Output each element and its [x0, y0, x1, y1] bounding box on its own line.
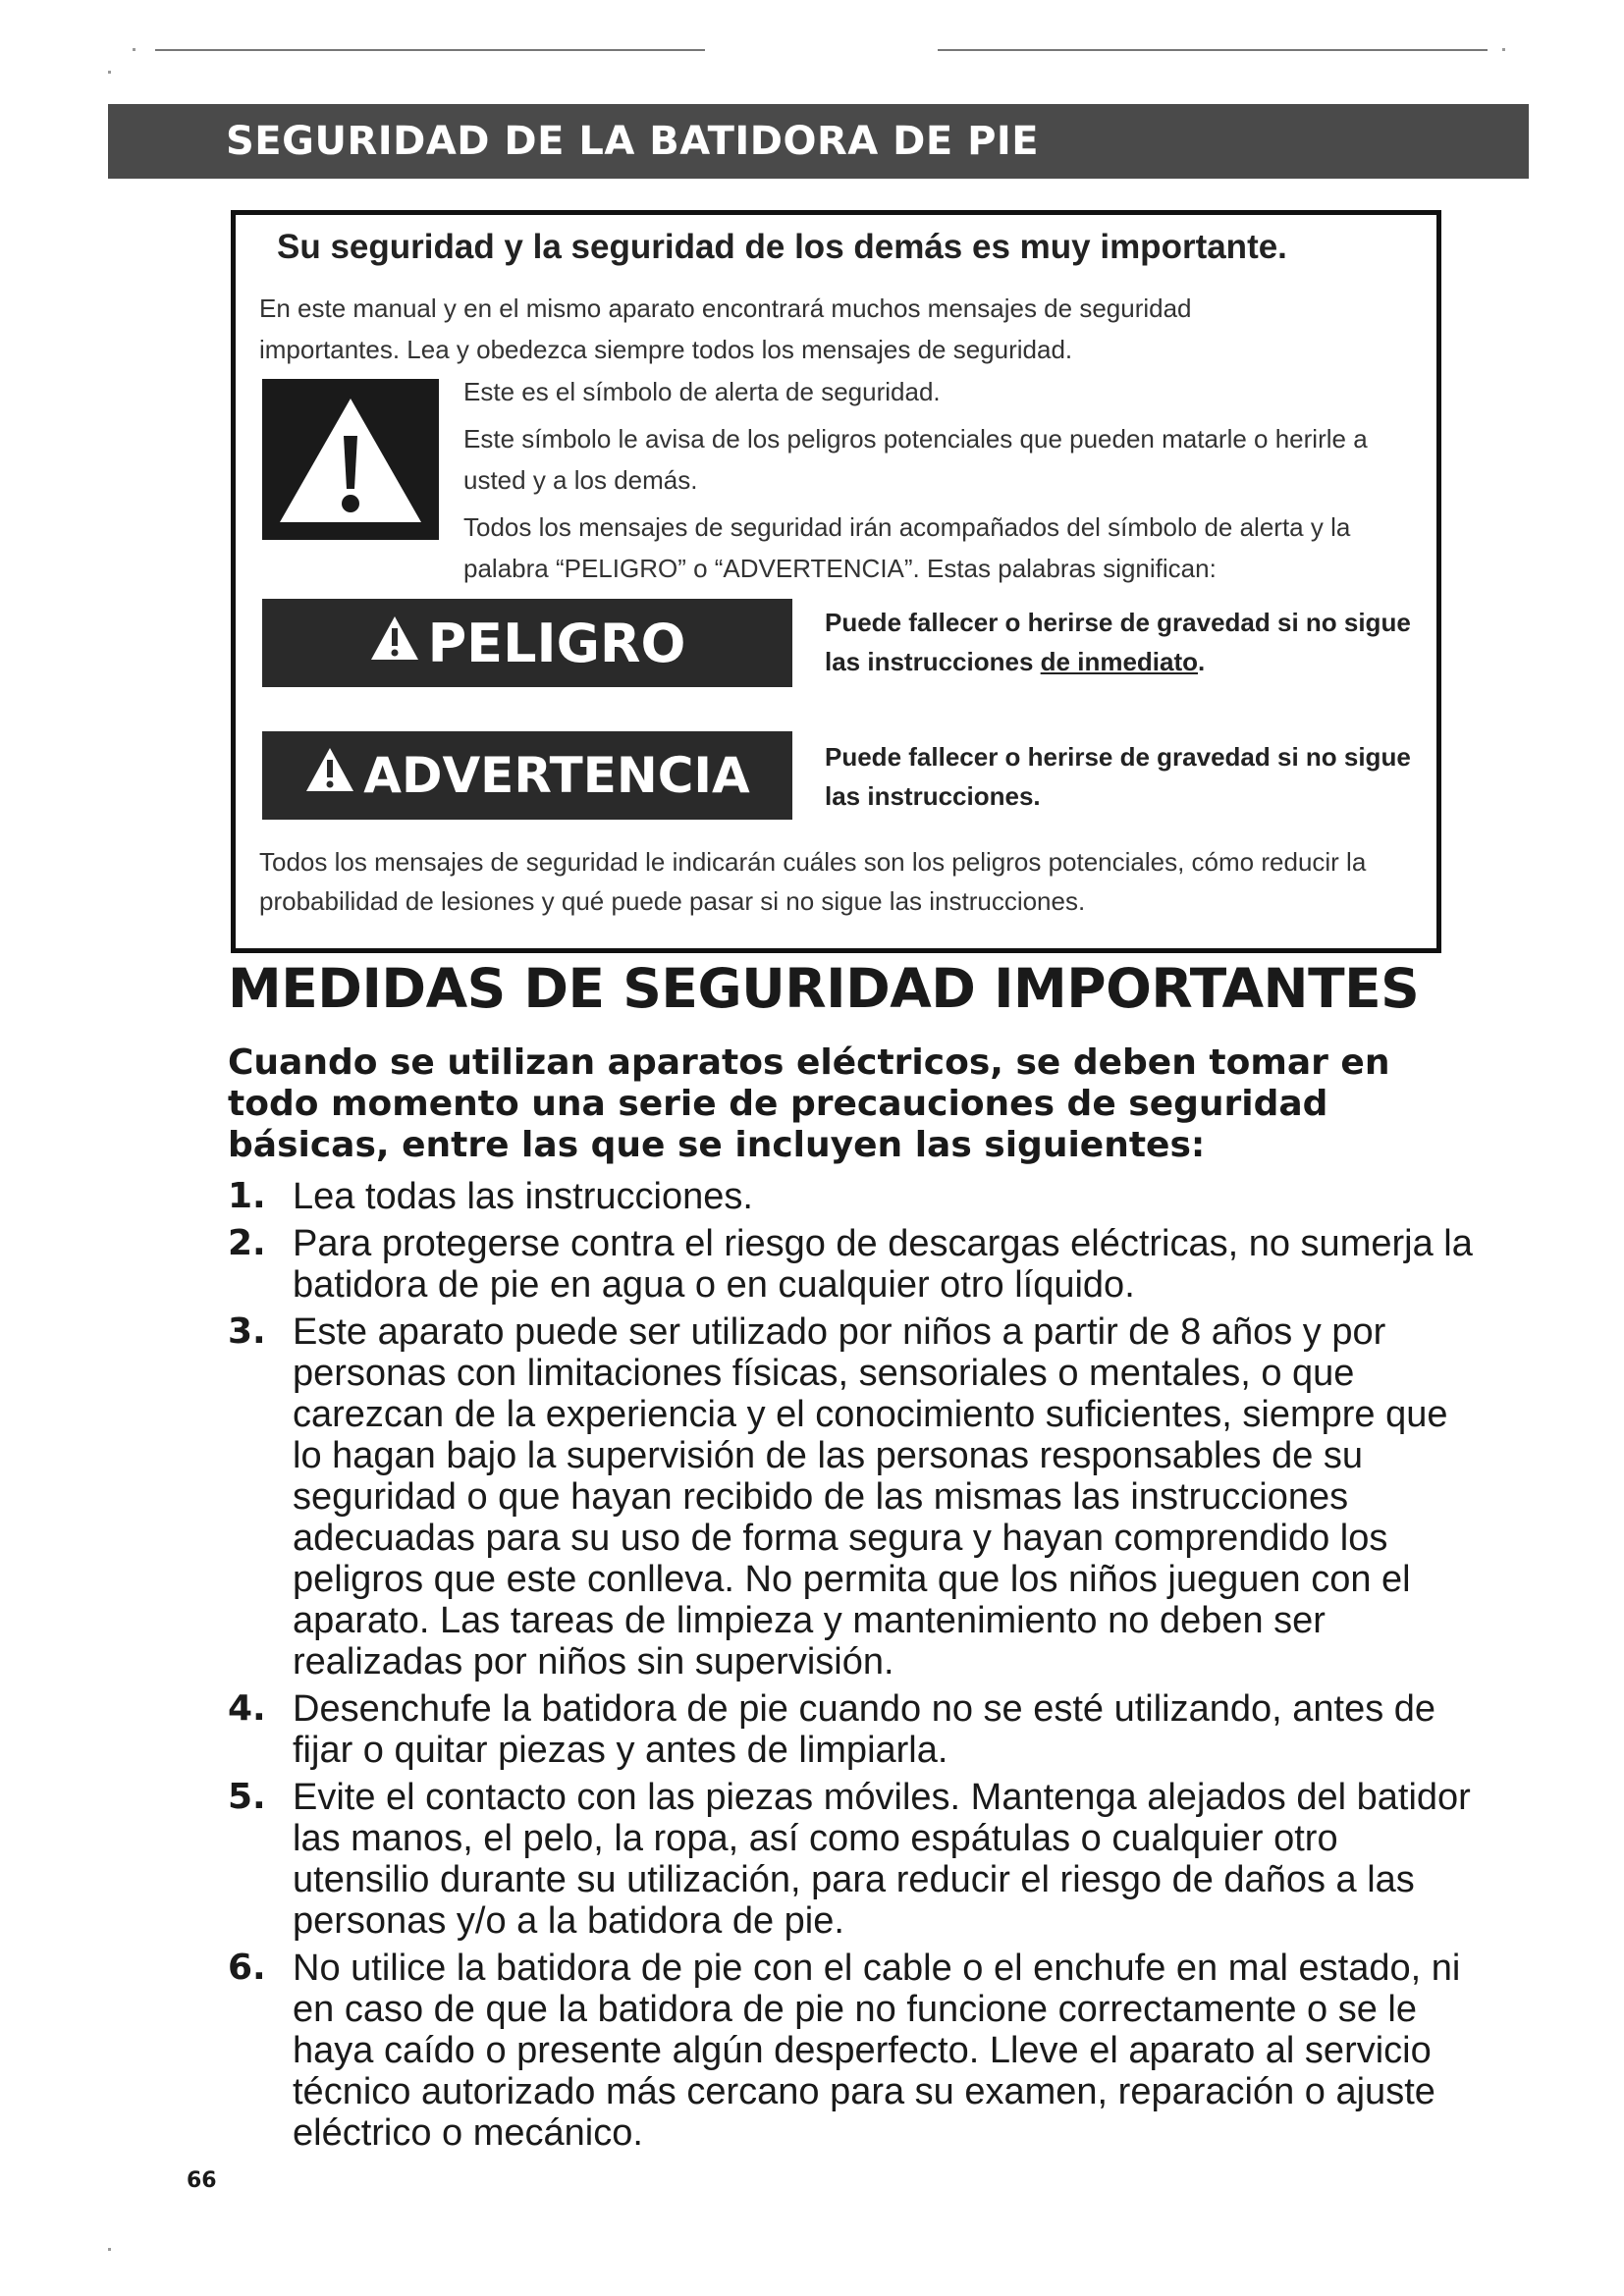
danger-desc-text: Puede fallecer o herirse de gravedad si no sigue las instrucciones	[825, 608, 1411, 676]
safety-intro-line: importantes. Lea y obedezca siempre todos los mensajes de seguridad.	[259, 335, 1073, 364]
warning-triangle-icon	[369, 613, 420, 674]
danger-description	[825, 603, 1414, 681]
list-item	[228, 1688, 1485, 1771]
safety-measures-list	[228, 1176, 1485, 2160]
safety-intro-line: En este manual y en el mismo aparato encontrará muchos mensajes de seguridad	[259, 294, 1192, 323]
header-rule-left	[155, 49, 705, 51]
item-number: 3.	[228, 1311, 266, 1352]
item-number: 2.	[228, 1223, 266, 1263]
section-subtitle: Cuando se utilizan aparatos eléctricos, se deben tomar en todo momento una serie de precauciones de seguridad básicas, entre las que se incluyen las siguientes:	[228, 1042, 1390, 1165]
item-number: 6.	[228, 1948, 266, 1988]
registration-mark	[1502, 48, 1505, 51]
alert-symbol-paragraph: Este símbolo le avisa de los peligros potenciales que pueden matarle o herirle a usted y a los demás.	[463, 424, 1368, 495]
item-text: No utilice la batidora de pie con el cable o el enchufe en mal estado, ni en caso de que la batidora de pie no funcione correctamente o se le haya caído o presente algún desperfecto. Lleve el aparato al servicio técnico autorizado más cercano para su examen, reparación o ajuste eléctrico o mecánico.	[293, 1948, 1461, 2154]
warning-label: ADVERTENCIA	[363, 747, 750, 804]
item-text: Evite el contacto con las piezas móviles. Mantenga alejados del batidor las manos, el pelo, la ropa, así como espátulas o cualquier otro utensilio durante su utilización, para reducir el riesgo de daños a las personas y/o a la batidora de pie.	[293, 1777, 1471, 1942]
item-text: Este aparato puede ser utilizado por niños a partir de 8 años y por personas con limitaciones físicas, sensoriales o mentales, o que carezcan de la experiencia y el conocimiento suficientes, siempre que lo hagan bajo la supervisión de las personas responsables de su seguridad o que hayan recibido de las mismas las instrucciones adecuadas para su uso de forma segura y hayan comprendido los peligros que este conlleva. No permita que los niños jueguen con el aparato. Las tareas de limpieza y mantenimiento no deben ser realizadas por niños sin supervisión.	[293, 1311, 1448, 1682]
safety-alert-icon	[262, 379, 439, 540]
header-rule-right	[938, 49, 1488, 51]
warning-description: Puede fallecer o herirse de gravedad si no sigue las instrucciones.	[825, 742, 1411, 811]
item-number: 1.	[228, 1176, 266, 1216]
registration-mark	[133, 48, 135, 51]
list-item	[228, 1948, 1485, 2154]
item-text: Lea todas las instrucciones.	[293, 1176, 753, 1217]
registration-mark	[108, 71, 111, 74]
warning-signal-word	[262, 731, 792, 820]
warning-triangle-icon	[304, 746, 355, 805]
alert-symbol-paragraph: Todos los mensajes de seguridad irán acompañados del símbolo de alerta y la palabra “PELIGRO” o “ADVERTENCIA”. Estas palabras significan:	[463, 512, 1351, 583]
danger-desc-emphasis: de inmediato	[1040, 647, 1199, 676]
safety-outro: Todos los mensajes de seguridad le indicarán cuáles son los peligros potenciales, cómo reducir la probabilidad de lesiones y qué puede pasar si no sigue las instrucciones.	[259, 847, 1367, 916]
list-item	[228, 1176, 1485, 1217]
item-number: 5.	[228, 1777, 266, 1817]
safety-box-heading: Su seguridad y la seguridad de los demás es muy importante.	[277, 228, 1287, 266]
alert-symbol-paragraph: Este es el símbolo de alerta de seguridad.	[463, 377, 941, 406]
danger-label: PELIGRO	[427, 612, 686, 674]
item-text: Desenchufe la batidora de pie cuando no se esté utilizando, antes de fijar o quitar piezas y antes de limpiarla.	[293, 1688, 1436, 1771]
section-title: MEDIDAS DE SEGURIDAD IMPORTANTES	[228, 957, 1420, 1020]
list-item	[228, 1777, 1485, 1942]
list-item	[228, 1311, 1485, 1682]
danger-signal-word	[262, 599, 792, 687]
danger-desc-end: .	[1198, 647, 1206, 676]
alert-symbol-explanation	[463, 371, 1426, 595]
list-item	[228, 1223, 1485, 1306]
page-number: 66	[187, 2168, 217, 2193]
registration-mark	[108, 2248, 111, 2251]
item-text: Para protegerse contra el riesgo de descargas eléctricas, no sumerja la batidora de pie en agua o en cualquier otro líquido.	[293, 1223, 1473, 1306]
section-banner: SEGURIDAD DE LA BATIDORA DE PIE	[108, 104, 1529, 179]
safety-intro	[259, 288, 1379, 370]
item-number: 4.	[228, 1688, 266, 1729]
